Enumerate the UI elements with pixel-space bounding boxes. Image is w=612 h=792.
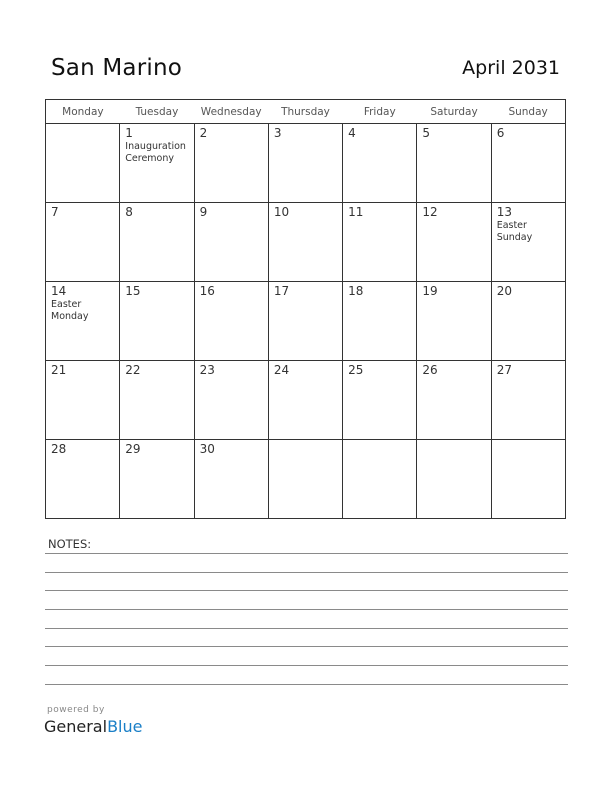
day-cell [46,361,120,440]
day-number: 14 [51,284,67,298]
generalblue-logo[interactable] [44,717,142,736]
day-cell [120,361,194,440]
day-cell [46,203,120,282]
empty-day-cell [268,440,342,519]
note-line [45,665,568,666]
day-cell [417,124,491,203]
day-number: 20 [496,284,512,298]
brand-general: General [44,717,108,736]
empty-day-cell [417,440,491,519]
day-number: 19 [422,284,438,298]
day-cell [343,203,417,282]
day-number: 27 [496,363,512,377]
day-number: 23 [199,363,215,377]
day-number: 21 [51,363,67,377]
day-number: 18 [348,284,364,298]
day-cell [491,282,565,361]
note-line [45,684,568,685]
day-number: 12 [422,205,438,219]
day-number: 17 [273,284,290,298]
day-cell [417,282,491,361]
weekday-sunday: Sunday [491,100,565,124]
day-cell [417,203,491,282]
day-number: 15 [125,284,141,298]
day-cell [120,440,194,519]
day-cell [46,440,120,519]
day-number: 29 [125,442,141,456]
day-cell [491,124,565,203]
day-cell [343,361,417,440]
powered-by-text: powered by [47,705,105,715]
note-line [45,646,568,647]
day-cell [491,203,565,282]
day-cell [194,361,268,440]
day-number: 24 [273,363,290,377]
holiday-label: Inauguration Ceremony [125,141,186,164]
weekday-monday: Monday [46,100,120,124]
holiday-label: Easter Sunday [496,220,533,243]
day-cell [194,124,268,203]
day-number: 3 [273,126,282,140]
weekday-wednesday: Wednesday [194,100,268,124]
holiday-label: Easter Monday [51,299,89,322]
week-row [46,282,566,361]
note-line [45,609,568,610]
day-cell [343,282,417,361]
weekday-header-row [46,100,566,124]
day-cell [268,124,342,203]
note-line [45,553,568,554]
weekday-saturday: Saturday [417,100,491,124]
day-cell [120,203,194,282]
week-row [46,124,566,203]
day-number: 16 [199,284,215,298]
day-cell [491,361,565,440]
day-number: 25 [348,363,364,377]
weekday-tuesday: Tuesday [120,100,194,124]
day-cell [194,282,268,361]
day-number: 6 [496,126,505,140]
day-number: 2 [199,126,208,140]
day-number: 11 [348,205,364,219]
note-line [45,572,568,573]
day-cell [46,282,120,361]
country-title: San Marino [51,55,183,81]
day-number: 10 [273,205,290,219]
month-title: April 2031 [462,57,560,79]
week-row [46,361,566,440]
day-number: 1 [125,126,133,140]
day-number: 9 [199,205,208,219]
day-cell [417,361,491,440]
day-number: 5 [422,126,431,140]
brand-blue: Blue [107,717,143,736]
day-number: 13 [496,205,512,219]
day-number: 4 [348,126,356,140]
day-cell [194,440,268,519]
day-cell [268,282,342,361]
day-cell [268,203,342,282]
empty-day-cell [46,124,120,203]
day-number: 26 [422,363,438,377]
day-cell [268,361,342,440]
day-number: 28 [51,442,67,456]
day-number: 7 [51,205,59,219]
day-number: 22 [125,363,141,377]
empty-day-cell [491,440,565,519]
day-cell [343,124,417,203]
day-cell [194,203,268,282]
day-number: 8 [125,205,133,219]
calendar-grid [45,99,566,519]
week-row [46,440,566,519]
weekday-thursday: Thursday [268,100,342,124]
day-cell [120,124,194,203]
week-row [46,203,566,282]
day-number: 30 [199,442,215,456]
notes-label: NOTES: [48,537,92,551]
weekday-friday: Friday [343,100,417,124]
note-line [45,590,568,591]
note-line [45,628,568,629]
day-cell [120,282,194,361]
empty-day-cell [343,440,417,519]
